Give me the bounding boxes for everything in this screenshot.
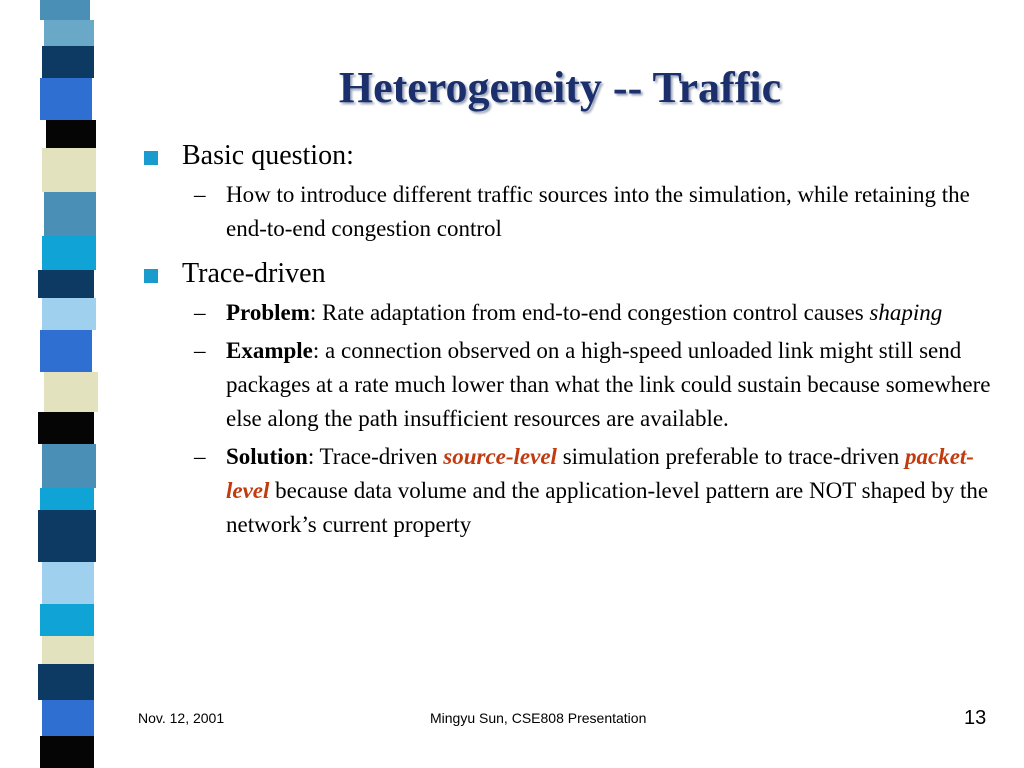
dash-icon: – (194, 444, 206, 469)
shaping-term: shaping (869, 300, 943, 325)
packet-level-term: packet-level (226, 444, 974, 503)
decorative-color-band (30, 0, 100, 768)
solution-label: Solution (226, 444, 308, 469)
page-number: 13 (964, 707, 987, 729)
slide-body (140, 136, 1000, 542)
example-label: Example (226, 338, 313, 363)
bullet-trace-driven: Trace-driven (140, 256, 1000, 292)
problem-label: Problem (226, 300, 310, 325)
dash-icon: – (194, 300, 206, 325)
square-bullet-icon (144, 151, 158, 165)
dash-icon: – (194, 182, 206, 207)
footer-date: Nov. 12, 2001 (138, 710, 225, 726)
slide-title: Heterogeneity -- Traffic (338, 63, 782, 112)
dash-icon: – (194, 338, 206, 363)
footer-presenter: Mingyu Sun, CSE808 Presentation (430, 710, 647, 726)
subbullet-problem: – Problem: Rate adaptation from end-to-end congestion control causes shaping (140, 296, 1000, 330)
source-level-term: source-level (443, 444, 557, 469)
bullet-basic-question: Basic question: (140, 138, 1000, 174)
subbullet-example: – Example: a connection observed on a high-speed unloaded link might still send packages at a rate much lower than what the link could sustain because somewhere else along the path insufficient resources are available. (140, 334, 1000, 436)
subbullet-solution: – Solution: Trace-driven source-level simulation preferable to trace-driven packet-level because data volume and the application-level pattern are NOT shaped by the network’s current property (140, 440, 1000, 542)
square-bullet-icon (144, 269, 158, 283)
subbullet-how-to-introduce: – How to introduce different traffic sources into the simulation, while retaining the end-to-end congestion control (140, 178, 1000, 246)
